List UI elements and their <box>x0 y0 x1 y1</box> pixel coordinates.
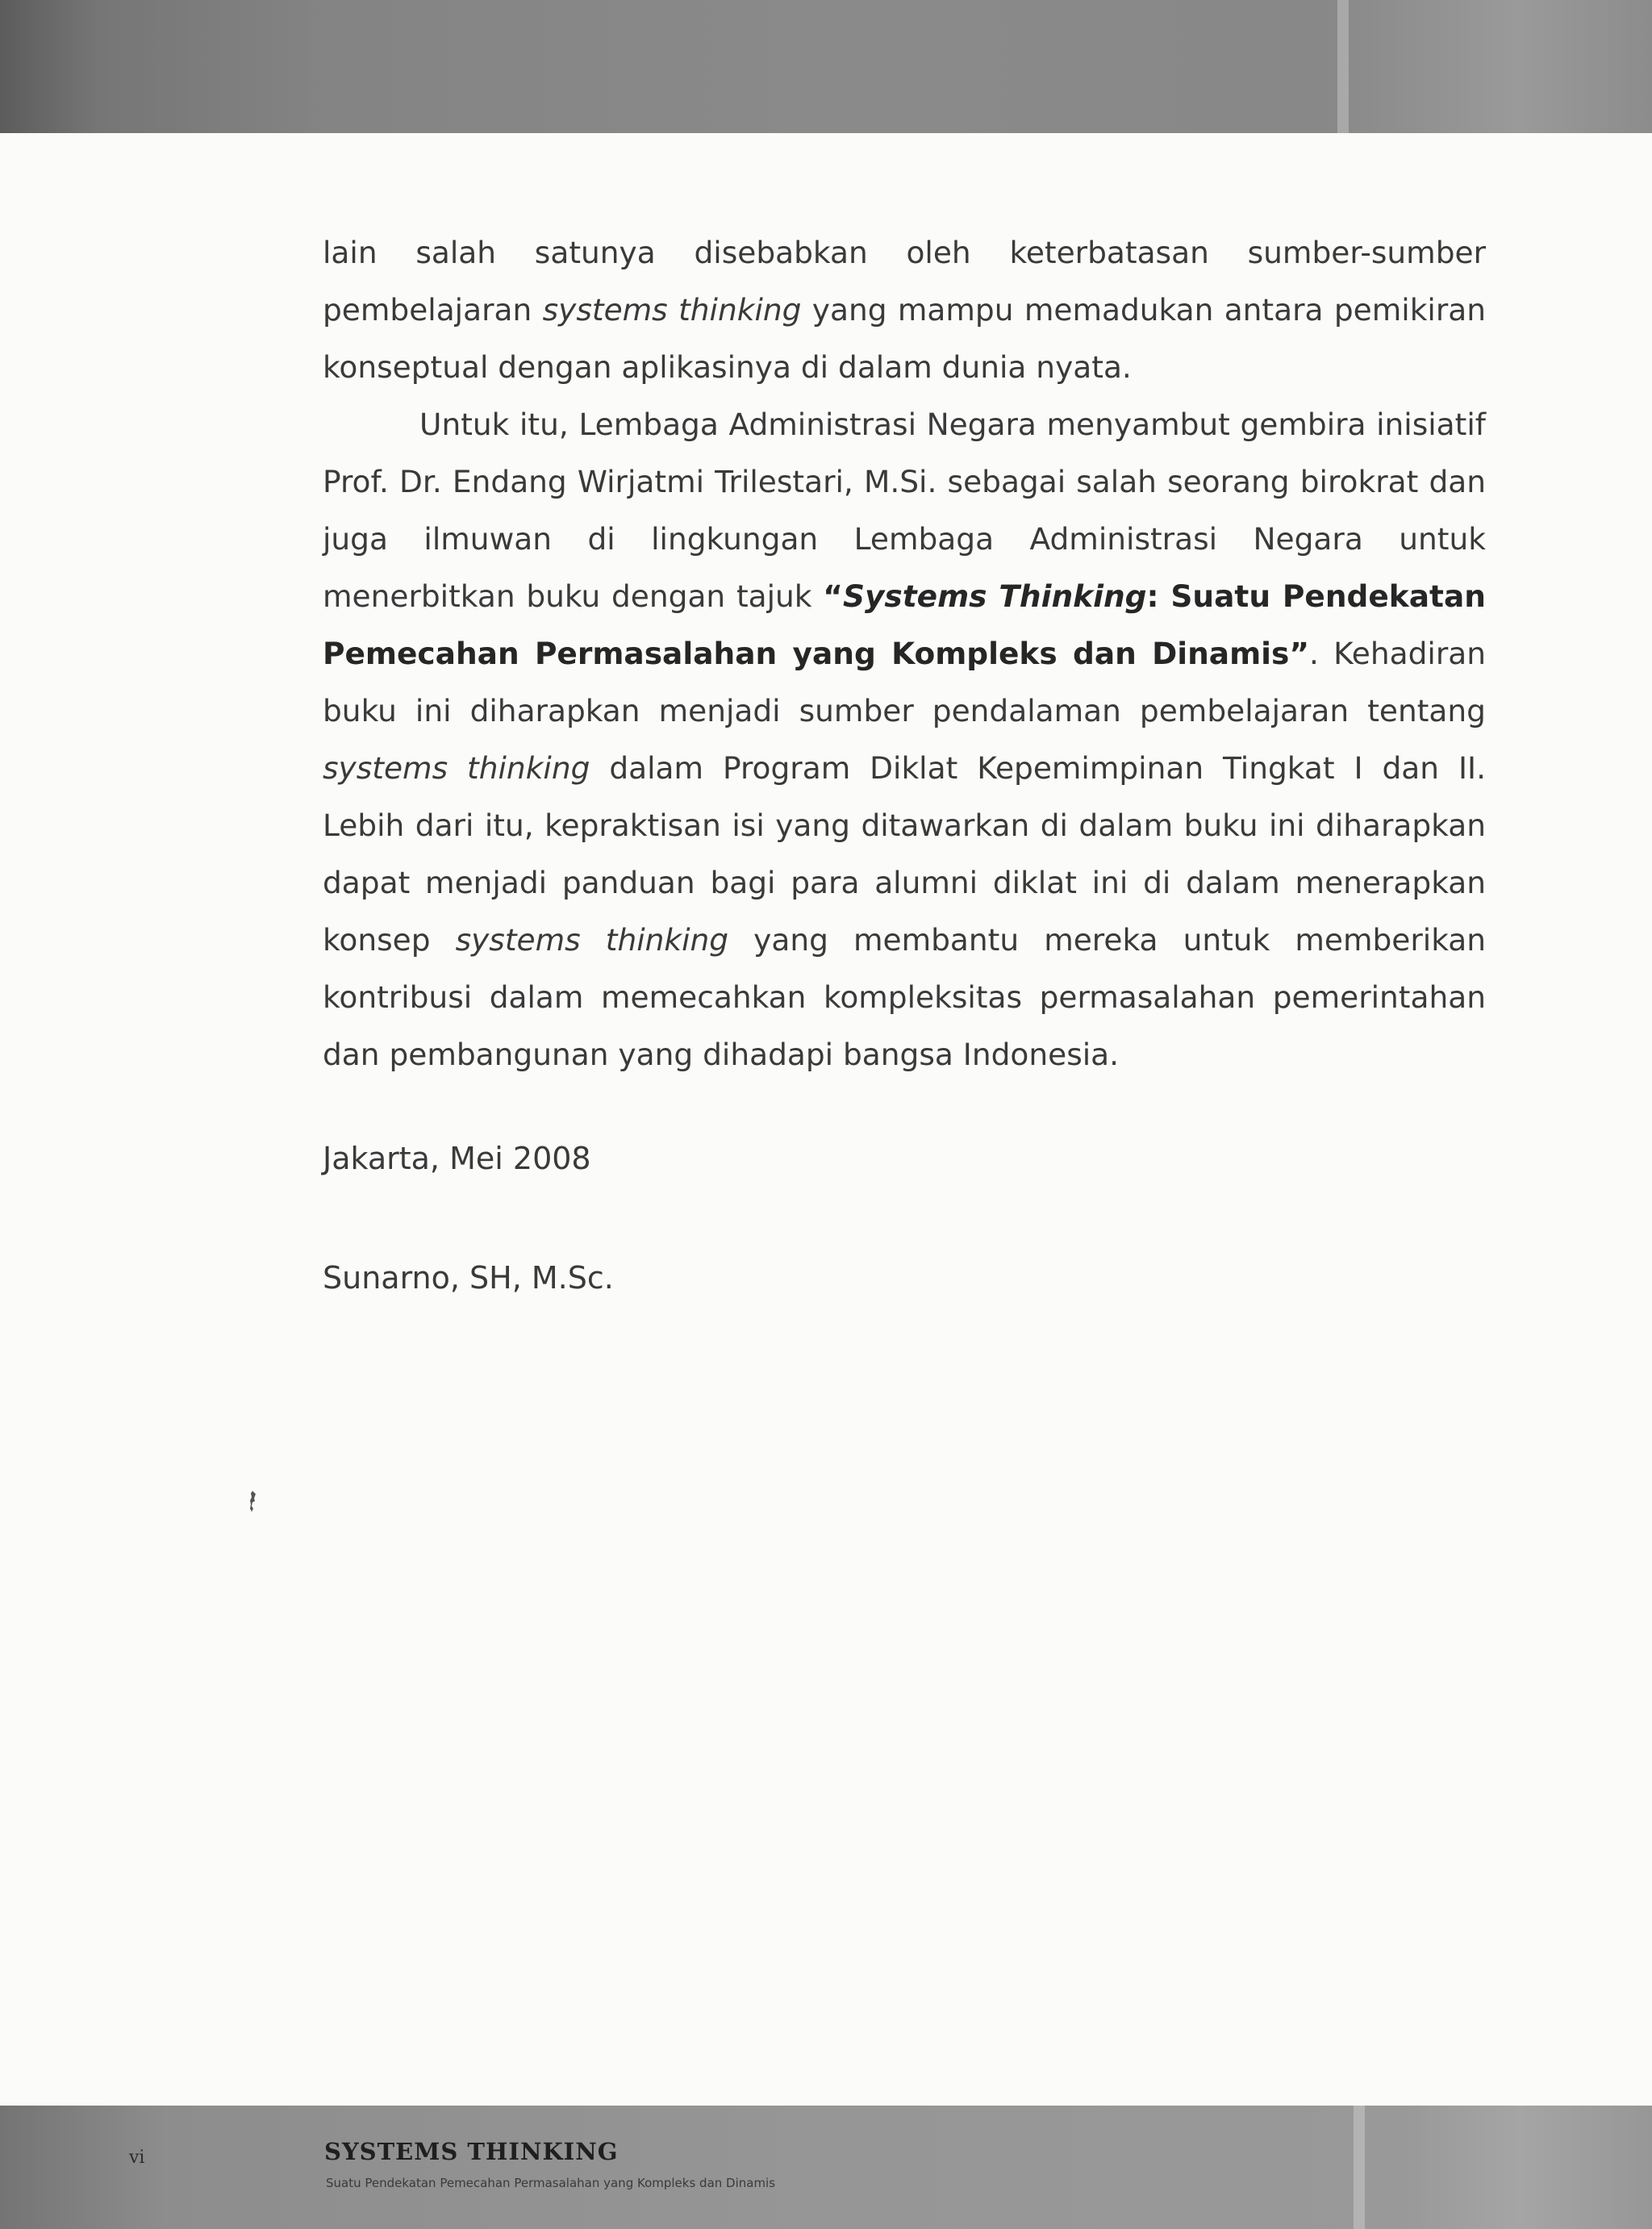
book-title-mention: “Systems Thinking: Suatu Pendekatan Pemecahan Permasalahan yang Kompleks dan Dinamis” <box>323 578 1486 671</box>
binding-shadow <box>1337 0 1349 133</box>
paragraph-2: Untuk itu, Lembaga Administrasi Negara menyambut gembira inisiatif Prof. Dr. Endang Wirjatmi Trilestari, M.Si. sebagai salah seorang birokrat dan juga ilmuwan di lingkungan Lembaga Administrasi Negara untuk menerbitkan buku dengan tajuk “Systems Thinking: Suatu Pendekatan Pemecahan Permasalahan yang Kompleks dan Dinamis”. Kehadiran buku ini diharapkan menjadi sumber pendalaman pembelajaran tentang systems thinking dalam Program Diklat Kepemimpinan Tingkat I dan II. Lebih dari itu, kepraktisan isi yang ditawarkan di dalam buku ini diharapkan dapat menjadi panduan bagi para alumni diklat ini di dalam menerapkan konsep systems thinking yang membantu mereka untuk memberikan kontribusi dalam memecahkan kompleksitas permasalahan pemerintahan dan pembangunan yang dihadapi bangsa Indonesia. <box>323 407 1486 1072</box>
binding-shadow <box>1354 2106 1365 2229</box>
running-footer-title: SYSTEMS THINKING <box>324 2138 619 2165</box>
place-date: Jakarta, Mei 2008 <box>323 1141 591 1176</box>
running-footer-subtitle: Suatu Pendekatan Pemecahan Permasalahan yang Kompleks dan Dinamis <box>326 2176 776 2190</box>
top-scan-margin <box>0 0 1652 133</box>
signatory-name: Sunarno, SH, M.Sc. <box>323 1260 614 1296</box>
paragraph-1: lain salah satunya disebabkan oleh keterbatasan sumber-sumber pembelajaran systems thinking yang mampu memadukan antara pemikiran konseptual dengan aplikasinya di dalam dunia nyata. <box>323 235 1486 385</box>
footer-band <box>0 2106 1652 2229</box>
scan-speck <box>249 1491 257 1512</box>
page-number: vi <box>129 2148 145 2168</box>
foreword-body <box>323 224 1486 1083</box>
